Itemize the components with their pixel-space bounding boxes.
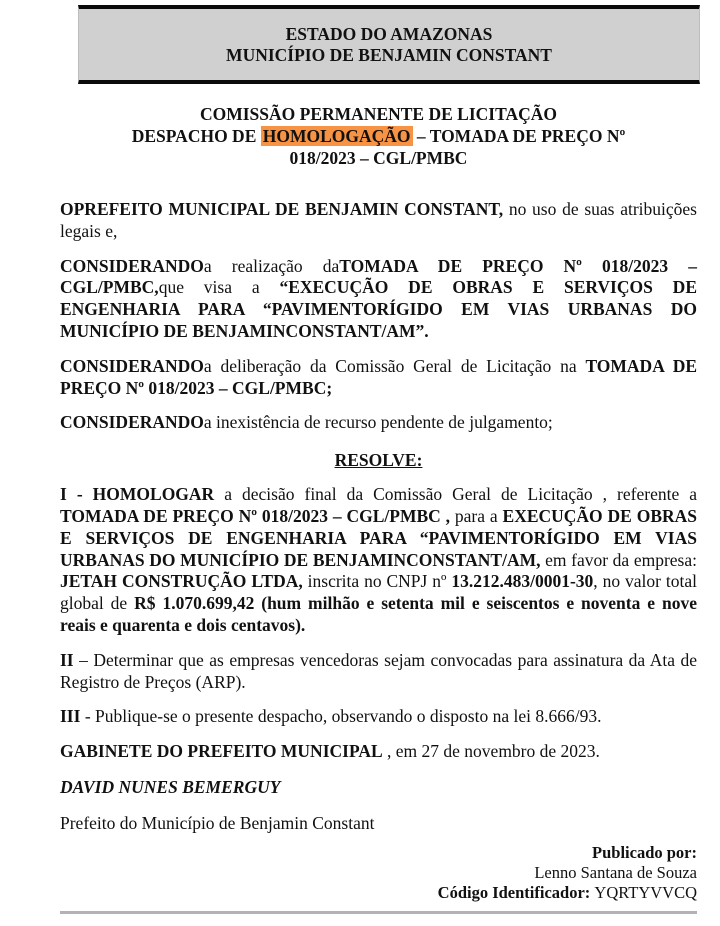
text-run-bold: I - HOMOLOGAR: [60, 484, 225, 505]
signature-role: Prefeito do Município de Benjamin Constant: [60, 812, 375, 833]
document-title: [60, 103, 697, 169]
text-run-bold: CONSIDERANDO: [60, 412, 204, 433]
text-run-bold: CONSIDERANDO: [60, 255, 204, 276]
paragraph-considerando-2: [60, 356, 697, 400]
resolve-heading-text: RESOLVE:: [334, 450, 423, 471]
text-run-bold: TOMADA DE PREÇO Nº 018/2023 – CGL/PMBC ,: [60, 505, 455, 526]
text-run: a decisão final da Comissão Geral de Licitação , referente a: [224, 484, 697, 505]
text-run-bold: CONSIDERANDO: [60, 355, 204, 376]
identifier-code-line: [60, 883, 697, 903]
text-run: no uso de suas atribuições legais e,: [60, 199, 697, 241]
org-header-box: [78, 5, 700, 84]
text-run: - Publique-se o presente despacho, observando o disposto na lei 8.666/93.: [80, 706, 602, 727]
text-run: a inexistência de recurso pendente de julgamento;: [203, 412, 553, 433]
text-run-bold: EXECUÇÃO DE OBRAS E SERVIÇOS DE ENGENHARIA PARA “PAVIMENTORÍGIDO EM VIAS URBANAS DO MUNICÍPIO DE BENJAMINCONSTANT/AM,: [60, 505, 697, 570]
paragraph-considerando-3: [60, 412, 697, 434]
publication-footer: [60, 843, 697, 903]
text-run-bold: TOMADA DE PREÇO Nº 018/2023 – CGL/PMBC,: [60, 255, 697, 298]
text-run: para a: [454, 505, 503, 526]
text-run-bold: II: [60, 649, 74, 670]
text-run-bold: TOMADA DE PREÇO Nº 018/2023 – CGL/PMBC;: [60, 355, 698, 398]
text-run-bold: R$ 1.070.699,42 (hum milhão e setenta mil e seiscentos e noventa e nove reais e quarenta e dois centavos).: [60, 593, 697, 635]
text-run: a deliberação da Comissão Geral de Licitação na: [203, 355, 586, 376]
text-run-bold: OPREFEITO MUNICIPAL DE BENJAMIN CONSTANT,: [60, 199, 504, 219]
title-line-number: 018/2023 – CGL/PMBC: [289, 148, 468, 168]
text-run-bold: “EXECUÇÃO DE OBRAS E SERVIÇOS DE ENGENHARIA PARA “PAVIMENTORÍGIDO EM VIAS URBANAS DO MUNICÍPIO DE BENJAMINCONSTANT/AM”.: [60, 277, 697, 341]
bottom-divider-line: [60, 911, 697, 914]
text-run: , em 27 de novembro de 2023.: [382, 741, 600, 762]
paragraph-gabinete: [60, 741, 697, 763]
org-header-state: ESTADO DO AMAZONAS: [285, 24, 493, 44]
signature-name: DAVID NUNES BEMERGUY: [60, 776, 281, 797]
title-text-post: – TOMADA DE PREÇO Nº: [412, 126, 626, 146]
document-content: [0, 103, 720, 914]
resolve-heading: [60, 449, 697, 471]
paragraph-item-2: [60, 650, 697, 694]
text-run: que visa a: [158, 277, 280, 298]
paragraph-item-3: [60, 706, 697, 728]
paragraph-preamble: [60, 199, 697, 243]
text-run: – Determinar que as empresas vencedoras sejam convocadas para assinatura da Ata de Registro de Preços (ARP).: [60, 649, 697, 692]
text-run-bold: JETAH CONSTRUÇÃO LTDA,: [60, 571, 308, 592]
text-run: em favor da empresa:: [545, 549, 697, 570]
published-by-label: Publicado por:: [592, 842, 697, 862]
paragraph-considerando-1: [60, 256, 697, 343]
title-text-pre: DESPACHO DE: [131, 126, 261, 146]
text-run-bold: GABINETE DO PREFEITO MUNICIPAL: [60, 741, 383, 762]
title-line-despacho: [60, 125, 697, 147]
published-by-name: Lenno Santana de Souza: [534, 862, 697, 882]
org-header-municipality: MUNICÍPIO DE BENJAMIN CONSTANT: [226, 45, 552, 65]
highlighted-word: HOMOLOGAÇÃO: [262, 126, 411, 146]
text-run: a realização da: [203, 255, 340, 276]
identifier-code-value: YQRTYVVCQ: [594, 882, 697, 902]
text-run-bold: III: [60, 706, 81, 727]
title-line-commission: COMISSÃO PERMANENTE DE LICITAÇÃO: [199, 104, 557, 124]
text-run: , no valor total global de: [60, 571, 697, 614]
text-run: inscrita no CNPJ nº: [307, 571, 452, 592]
identifier-code-label: Código Identificador:: [437, 882, 595, 902]
paragraph-item-1: [60, 484, 697, 637]
text-run-bold: 13.212.483/0001-30: [451, 571, 594, 592]
